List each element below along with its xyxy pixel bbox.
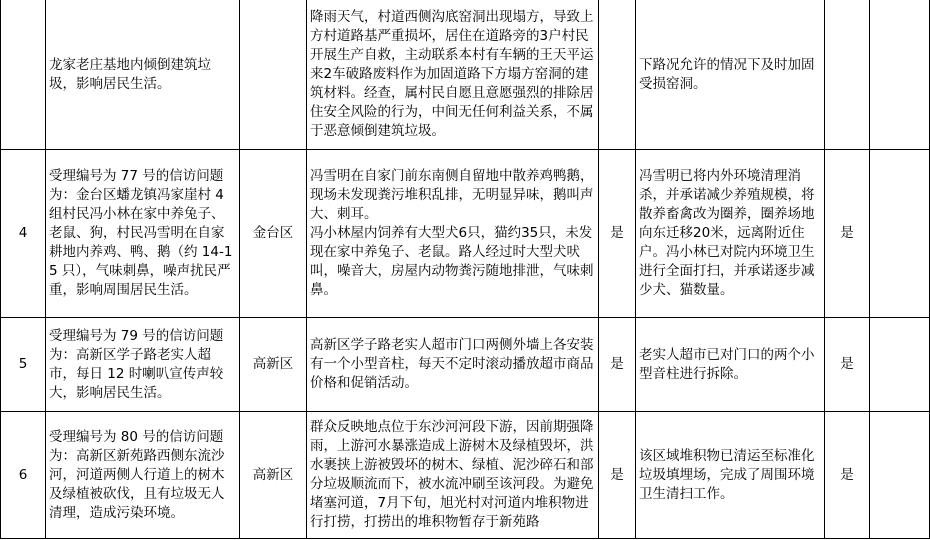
row-number <box>1 0 46 150</box>
rectification-action: 冯雪明已将内外环境清理消杀，并承诺减少养殖规模，将散养畜禽改为圈养，圈养场地向东迁移20米，远离附近住户。冯小林已对院内环境卫生进行全面打扫，并承诺逐步减少犬、猫数量。 <box>636 150 825 318</box>
remarks-cell <box>870 318 930 412</box>
rectification-action: 该区域堆积物已清运至标准化垃圾填埋场，完成了周围环境卫生清扫工作。 <box>636 412 825 539</box>
completed-flag: 是 <box>825 412 870 539</box>
row-number: 4 <box>1 150 46 318</box>
complaint-description: 受理编号为 80 号的信访问题为：高新区新苑路西侧东流沙河，河道两侧人行道上的树木及绿植被砍伐，且有垃圾无人清理，造成污染环境。 <box>46 412 240 539</box>
complaint-description: 受理编号为 79 号的信访问题为：高新区学子路老实人超市，每日 12 时喇叭宣传声较大，影响居民生活。 <box>46 318 240 412</box>
remarks-cell <box>870 412 930 539</box>
completed-flag <box>825 0 870 150</box>
table-row <box>1 0 930 150</box>
complaint-description: 龙家老庄基地内倾倒建筑垃圾，影响居民生活。 <box>46 0 240 150</box>
district: 高新区 <box>240 412 307 539</box>
verified-flag: 是 <box>599 318 636 412</box>
table-row <box>1 150 930 318</box>
remarks-cell <box>870 0 930 150</box>
row-number: 6 <box>1 412 46 539</box>
district <box>240 0 307 150</box>
remarks-cell <box>870 150 930 318</box>
verified-flag: 是 <box>599 150 636 318</box>
complaint-description: 受理编号为 77 号的信访问题为：金台区蟠龙镇冯家崖村 4 组村民冯小林在家中养兔子、老鼠、狗，村民冯雪明在自家耕地内养鸡、鸭、鹅（约 14-15 只），气味刺鼻，噪声扰民严重，影响周围居民生活。 <box>46 150 240 318</box>
completed-flag: 是 <box>825 318 870 412</box>
investigation-finding: 群众反映地点位于东沙河河段下游，因前期强降雨，上游河水暴涨造成上游树木及绿植毁坏，洪水裹挟上游被毁坏的树木、绿植、泥沙碎石和部分垃圾顺流而下，被水流冲刷至该河段。为避免堵塞河道，7月下旬，旭光村对河道内堆积物进行打捞，打捞出的堆积物暂存于新苑路 <box>307 412 599 539</box>
investigation-finding: 高新区学子路老实人超市门口两侧外墙上各安装有一个小型音柱，每天不定时滚动播放超市商品价格和促销活动。 <box>307 318 599 412</box>
row-number: 5 <box>1 318 46 412</box>
rectification-action: 下路况允许的情况下及时加固受损窑洞。 <box>636 0 825 150</box>
verified-flag <box>599 0 636 150</box>
investigation-finding: 降雨天气，村道西侧沟底窑洞出现塌方，导致上方村道路基严重损坏，居住在道路旁的3户村民开展生产自救，主动联系本村有车辆的王天平运来2车破路废料作为加固道路下方塌方窑洞的建筑材料。经查，属村民自愿且意愿强烈的排除居住安全风险的行为，中间无任何利益关系，不属于恶意倾倒建筑垃圾。 <box>307 0 599 150</box>
district: 金台区 <box>240 150 307 318</box>
table-row <box>1 318 930 412</box>
district: 高新区 <box>240 318 307 412</box>
table-row <box>1 412 930 539</box>
verified-flag: 是 <box>599 412 636 539</box>
completed-flag: 是 <box>825 150 870 318</box>
investigation-finding: 冯雪明在自家门前东南侧自留地中散养鸡鸭鹅，现场未发现粪污堆积乱排，无明显异味，鹅叫声大、刺耳。 冯小林屋内饲养有大型犬6只，猫约35只，未发现在家中养兔子、老鼠。路人经过时大型犬吠叫，噪音大，房屋内动物粪污随地排泄，气味刺鼻。 <box>307 150 599 318</box>
rectification-action: 老实人超市已对门口的两个小型音柱进行拆除。 <box>636 318 825 412</box>
